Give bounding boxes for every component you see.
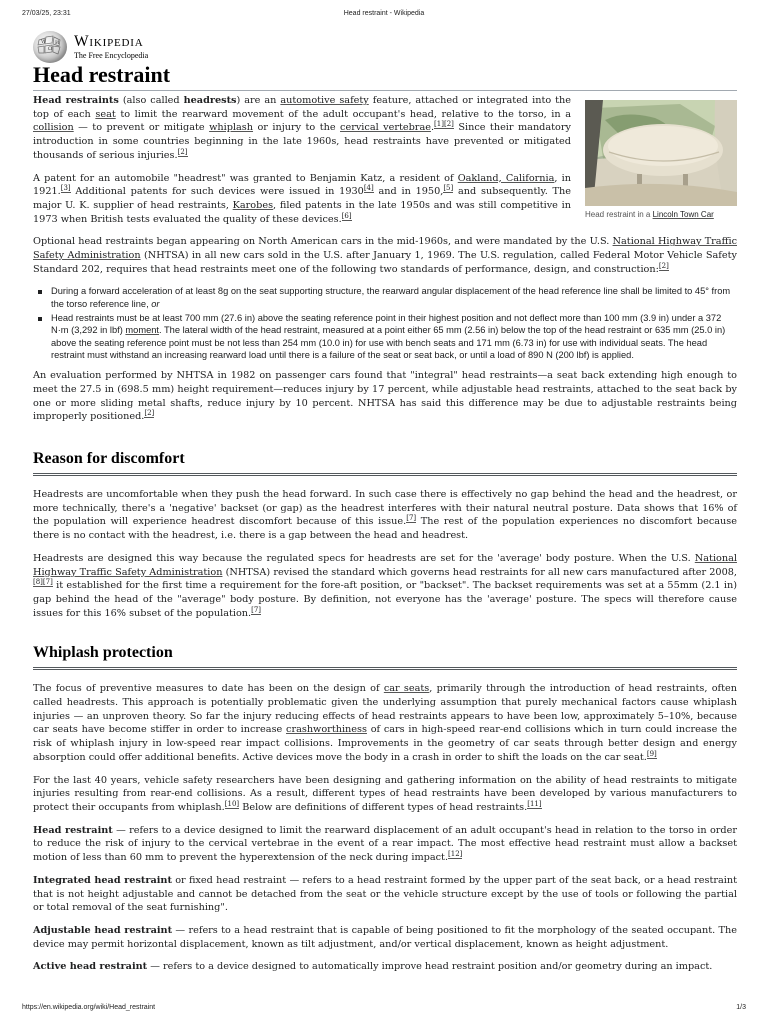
citation-link[interactable]: [7] <box>251 605 262 614</box>
moment-link[interactable]: moment <box>125 325 159 336</box>
print-page-title: Head restraint - Wikipedia <box>343 10 425 17</box>
print-url: https://en.wikipedia.org/wiki/Head_restraint <box>22 1004 156 1011</box>
karobes-link[interactable]: Karobes <box>232 199 274 211</box>
figure-caption: Head restraint in a Lincoln Town Car <box>585 210 714 219</box>
intro-paragraph-2: A patent for an automobile "headrest" was granted to Benjamin Katz, a resident of Oakland, California, in 1921.[3] Additional patents for such devices were issued in 1930[4] and in 1950,[5] and subsequently. The major U. K. supplier of head restraints, Karobes, filed patents in the late 1950s and was still competitive in 1973 when British tests evaluated the quality of these devices.[6] <box>33 172 572 225</box>
car-seats-link[interactable]: car seats <box>383 683 430 695</box>
lincoln-town-car-link[interactable]: Lincoln Town Car <box>652 210 714 219</box>
nhtsa-link[interactable]: National Highway Traffic Safety Administration <box>33 236 737 262</box>
seat-link[interactable]: seat <box>95 108 116 120</box>
head-restraint-photo[interactable] <box>585 100 737 206</box>
title-divider <box>33 90 737 91</box>
intro-paragraph-4: An evaluation performed by NHTSA in 1982 on passenger cars found that "integral" head restraints—a seat back extending high enough to meet the 27.5 in (698.5 mm) height requirement—reduces injury by 17 percent, while adjustable head restraints, attached to the seat back by one or more sliding metal shafts, reduce injury by 10 percent. NHTSA has said this difference may be due to adjustable restraints being improperly positioned.[2] <box>33 370 737 423</box>
citation-link[interactable]: [5] <box>443 184 454 193</box>
page-title: Head restraint <box>33 62 171 87</box>
wikipedia-tagline: The Free Encyclopedia <box>74 51 149 60</box>
definition-active-head-restraint: Active head restraint — refers to a device designed to automatically improve head restraint position and/or geometry during an impact. <box>33 961 713 973</box>
nhtsa-link[interactable]: National Highway Traffic Safety Administration <box>33 552 737 578</box>
whiplash-paragraph-1: The focus of preventive measures to date has been on the design of car seats, primarily through the introduction of head restraints, often called headrests. This approach is potentially problematic given the underlying assumption that purely mechanical factors cause whiplash injuries — an unproven theory. So far the injury reducing effects of head restraints appears to have been low, approximately 5–10%, because car seats have become stiffer in order to increase crashworthiness of cars in high-speed rear-end collisions which in turn could increase the risk of whiplash injury in low-speed rear impact collisions. Improvements in the geometry of car seats through better design and energy absorption could offer additional benefits. Active devices move the body in a crash in order to shift the loads on the car seat.[9] <box>33 683 738 763</box>
section-heading-whiplash: Whiplash protection <box>33 642 737 670</box>
citation-link[interactable]: [12] <box>448 850 463 859</box>
citation-link[interactable]: [2] <box>443 120 454 129</box>
citation-link[interactable]: [4] <box>363 184 374 193</box>
list-item: Head restraints must be at least 700 mm (27.6 in) above the seating reference point in their highest position and not deflect more than 100 mm (3.9 in) under a 372 N·m (3,292 in lbf) moment. The lateral width of the head restraint, measured at a point either 65 mm (2.56 in) below the top of the head restraint or 635 mm (25.0 in) above the seating reference point must be not less than 254 mm (10.0 in) for use with bench seats and 171 mm (6.73 in) for use with individual seats. The head restraint must withstand an increasing rearward load until there is a failure of the seat or seat back, or until a load of 890 N (200 lbf) is applied. <box>51 312 737 361</box>
intro-paragraph-3: Optional head restraints began appearing on North American cars in the mid-1960s, and were mandated by the U.S. National Highway Traffic Safety Administration (NHTSA) in all new cars sold in the U.S. after January 1, 1969. The U.S. regulation, called Federal Motor Vehicle Safety Standard 202, requires that head restraints meet one of the following two standards of performance, design, and construction:[2] <box>33 236 737 275</box>
definition-head-restraint: Head restraint — refers to a device designed to limit the rearward displacement of an adult occupant's head in relation to the torso in order to reduce the risk of injury to the cervical vertebrae in the event of a rear impact. The most effective head restraint must allow a backset motion of less than 60 mm to prevent the hyperextension of the neck during impact.[12] <box>33 824 737 864</box>
automotive-safety-link[interactable]: automotive safety <box>280 95 369 106</box>
article-body <box>33 94 737 983</box>
citation-link[interactable]: [2] <box>177 147 188 156</box>
cervical-vertebrae-link[interactable]: cervical vertebrae <box>340 122 431 134</box>
citation-link[interactable]: [7] <box>406 514 417 523</box>
whiplash-link[interactable]: whiplash <box>209 122 254 134</box>
print-header <box>22 10 746 22</box>
infobox-figure <box>585 100 737 220</box>
citation-link[interactable]: [9] <box>646 749 657 758</box>
citation-link[interactable]: [11] <box>527 799 542 808</box>
citation-link[interactable]: [8] <box>33 578 43 587</box>
section-heading-discomfort: Reason for discomfort <box>33 448 737 476</box>
oakland-california-link[interactable]: Oakland, California <box>457 172 555 184</box>
collision-link[interactable]: collision <box>33 122 74 134</box>
discomfort-paragraph-1: Headrests are uncomfortable when they push the head forward. In such case there is effectively no gap behind the head and the headrest, or more technically, there's a 'negative' backset (or gap) as the headrest interferes with their natural neutral posture. Data shows that 16% of the population will experience headrest discomfort because of this issue.[7] The rest of the population experiences no discomfort because there is no contact with the headrest, i.e. there is a gap between the head and headrest. <box>33 489 737 542</box>
svg-text:И: И <box>55 40 60 46</box>
discomfort-paragraph-2: Headrests are designed this way because the regulated specs for headrests are set for the 'average' body posture. When the U.S. National Highway Traffic Safety Administration (NHTSA) revised the standard which governs head restraints for all new cars manufactured after 2008,[8][7] it established for the first time a requirement for the fore-aft position, or "backset". The backset requirements was set at a 55mm (2.1 in) gap behind the head of the "average" body posture. By definition, not everyone has the 'average' posture. The specs will therefore cause issues for this 16% subset of the population.[7] <box>33 552 737 619</box>
print-footer <box>22 1004 746 1016</box>
citation-link[interactable]: [3] <box>60 184 71 193</box>
definition-integrated-head-restraint: Integrated head restraint or fixed head restraint — refers to a head restraint formed by the upper part of the seat back, or a head restraint that is not height adjustable and cannot be detached from the seat or the vehicle structure except by the use of tools or following the partial or total removal of the seat furnishing". <box>33 874 737 914</box>
print-page-number: 1/3 <box>736 1004 746 1011</box>
citation-link[interactable]: [1] <box>434 120 444 129</box>
citation-link[interactable]: [2] <box>658 261 669 270</box>
standards-list <box>33 285 737 361</box>
intro-paragraph-1: Head restraints (also called headrests) are an automotive safety feature, attached or integrated into the top of each seat to limit the rearward movement of the adult occupant's head, relative to the torso, in a collision — to prevent or mitigate whiplash or injury to the cervical vertebrae.[1][2] Since their mandatory introduction in some countries beginning in the late 1960s, head restraints have prevented or mitigated thousands of serious injuries.[2] <box>33 95 572 161</box>
svg-text:W: W <box>41 39 47 45</box>
print-timestamp: 27/03/25, 23:31 <box>22 10 71 17</box>
whiplash-paragraph-2: For the last 40 years, vehicle safety researchers have been designing and gathering information on the ability of head restraints to mitigate injuries resulting from rear-end collisions. As a result, different types of head restraints have been developed by various manufacturers to protect their occupants from whiplash.[10] Below are definitions of different types of head restraints.[11] <box>33 774 737 813</box>
definition-adjustable-head-restraint: Adjustable head restraint — refers to a head restraint that is capable of being positioned to fit the morphology of the seated occupant. The device may permit horizontal displacement, known as tilt adjustment, and/or vertical displacement, known as height adjustment. <box>33 924 737 950</box>
svg-text:Ω: Ω <box>48 46 53 52</box>
citation-link[interactable]: [7] <box>42 578 53 587</box>
citation-link[interactable]: [2] <box>144 409 155 418</box>
crashworthiness-link[interactable]: crashworthiness <box>286 724 367 736</box>
wikipedia-wordmark: Wikipedia <box>74 33 144 50</box>
list-item: During a forward acceleration of at least 8g on the seat supporting structure, the rearward angular displacement of the head reference line shall be limited to 45° from the torso reference line, or <box>51 285 737 310</box>
citation-link[interactable]: [10] <box>224 799 240 808</box>
citation-link[interactable]: [6] <box>341 211 352 220</box>
wikipedia-globe-icon <box>33 31 67 63</box>
